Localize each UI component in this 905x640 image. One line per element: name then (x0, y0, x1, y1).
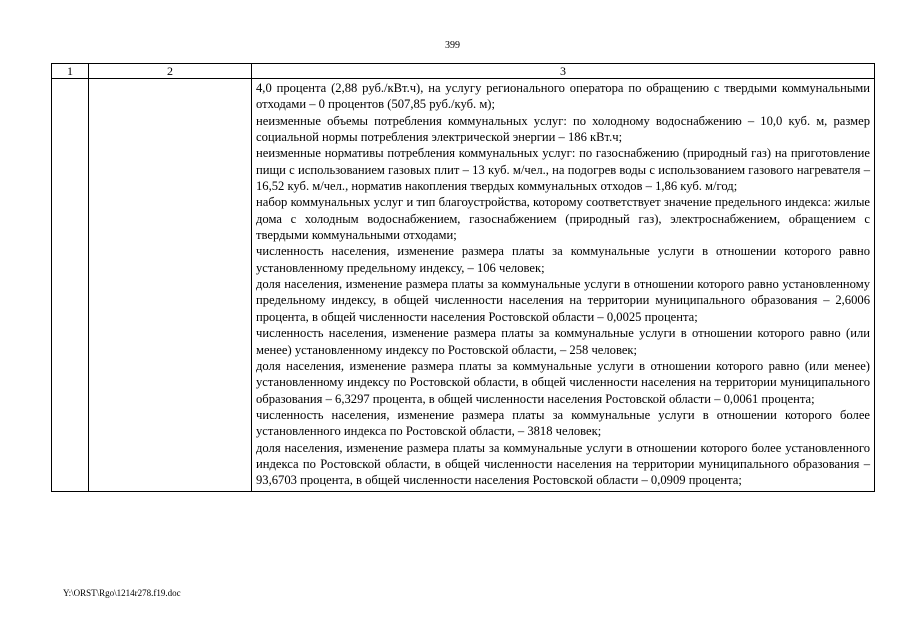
header-col-3: 3 (252, 64, 875, 79)
paragraph: неизменные нормативы потребления коммунальных услуг: по газоснабжению (природный газ) на приготовление пищи с использованием газовых плит – 13 куб. м/чел., на подогрев воды с использованием газового нагревателя – 16,52 куб. м/чел., норматив накопления твердых коммунальных отходов – 1,86 куб. м/год; (256, 146, 870, 194)
paragraph: доля населения, изменение размера платы за коммунальные услуги в отношении которого равно установленному предельному индексу, в общей численности населения на территории муниципального образования – 2,6006 процента, в общей численности населения Ростовской области – 0,0025 процента; (256, 277, 870, 324)
paragraph: доля населения, изменение размера платы за коммунальные услуги в отношении которого более установленного индекса по Ростовской области, в общей численности населения на территории муниципального образования – 93,6703 процента, в общей численности населения Ростовской области – 0,0909 процента; (256, 440, 870, 488)
paragraph: численность населения, изменение размера платы за коммунальные услуги в отношении которого равно установленному предельному индексу, – 106 человек; (256, 244, 870, 275)
file-path-footer: Y:\ORST\Rgo\1214r278.f19.doc (63, 588, 181, 598)
page-number: 399 (445, 40, 460, 51)
table-header-row (52, 64, 875, 79)
paragraph: набор коммунальных услуг и тип благоустройства, которому соответствует значение предельного индекса: жилые дома с холодным водоснабжением, газоснабжением (природный газ), электроснабжением, обращением с твердыми коммунальными отходами; (256, 195, 870, 243)
header-col-2: 2 (89, 64, 252, 79)
table-row (52, 79, 875, 492)
cell-text-content (252, 79, 874, 491)
paragraph: 4,0 процента (2,88 руб./кВт.ч), на услугу регионального оператора по обращению с твердыми коммунальными отходами – 0 процентов (507,85 руб./куб. м); (256, 81, 870, 112)
paragraph: неизменные объемы потребления коммунальных услуг: по холодному водоснабжению – 10,0 куб. м, размер социальной нормы потребления электрической энергии – 186 кВт.ч; (256, 113, 870, 145)
paragraph: численность населения, изменение размера платы за коммунальные услуги в отношении которого более установленного индекса по Ростовской области, – 3818 человек; (256, 407, 870, 439)
document-table (51, 63, 875, 492)
cell-col-2 (89, 79, 252, 492)
paragraph: численность населения, изменение размера платы за коммунальные услуги в отношении которого равно (или менее) установленному индексу по Ростовской области, – 258 человек; (256, 326, 870, 357)
paragraph: доля населения, изменение размера платы за коммунальные услуги в отношении которого равно (или менее) установленному индексу по Ростовской области, в общей численности населения на территории муниципального образования – 6,3297 процента, в общей численности населения Ростовской области – 0,0061 процента; (256, 358, 870, 406)
cell-col-1 (52, 79, 89, 492)
header-col-1: 1 (52, 64, 89, 79)
cell-col-3 (252, 79, 875, 492)
